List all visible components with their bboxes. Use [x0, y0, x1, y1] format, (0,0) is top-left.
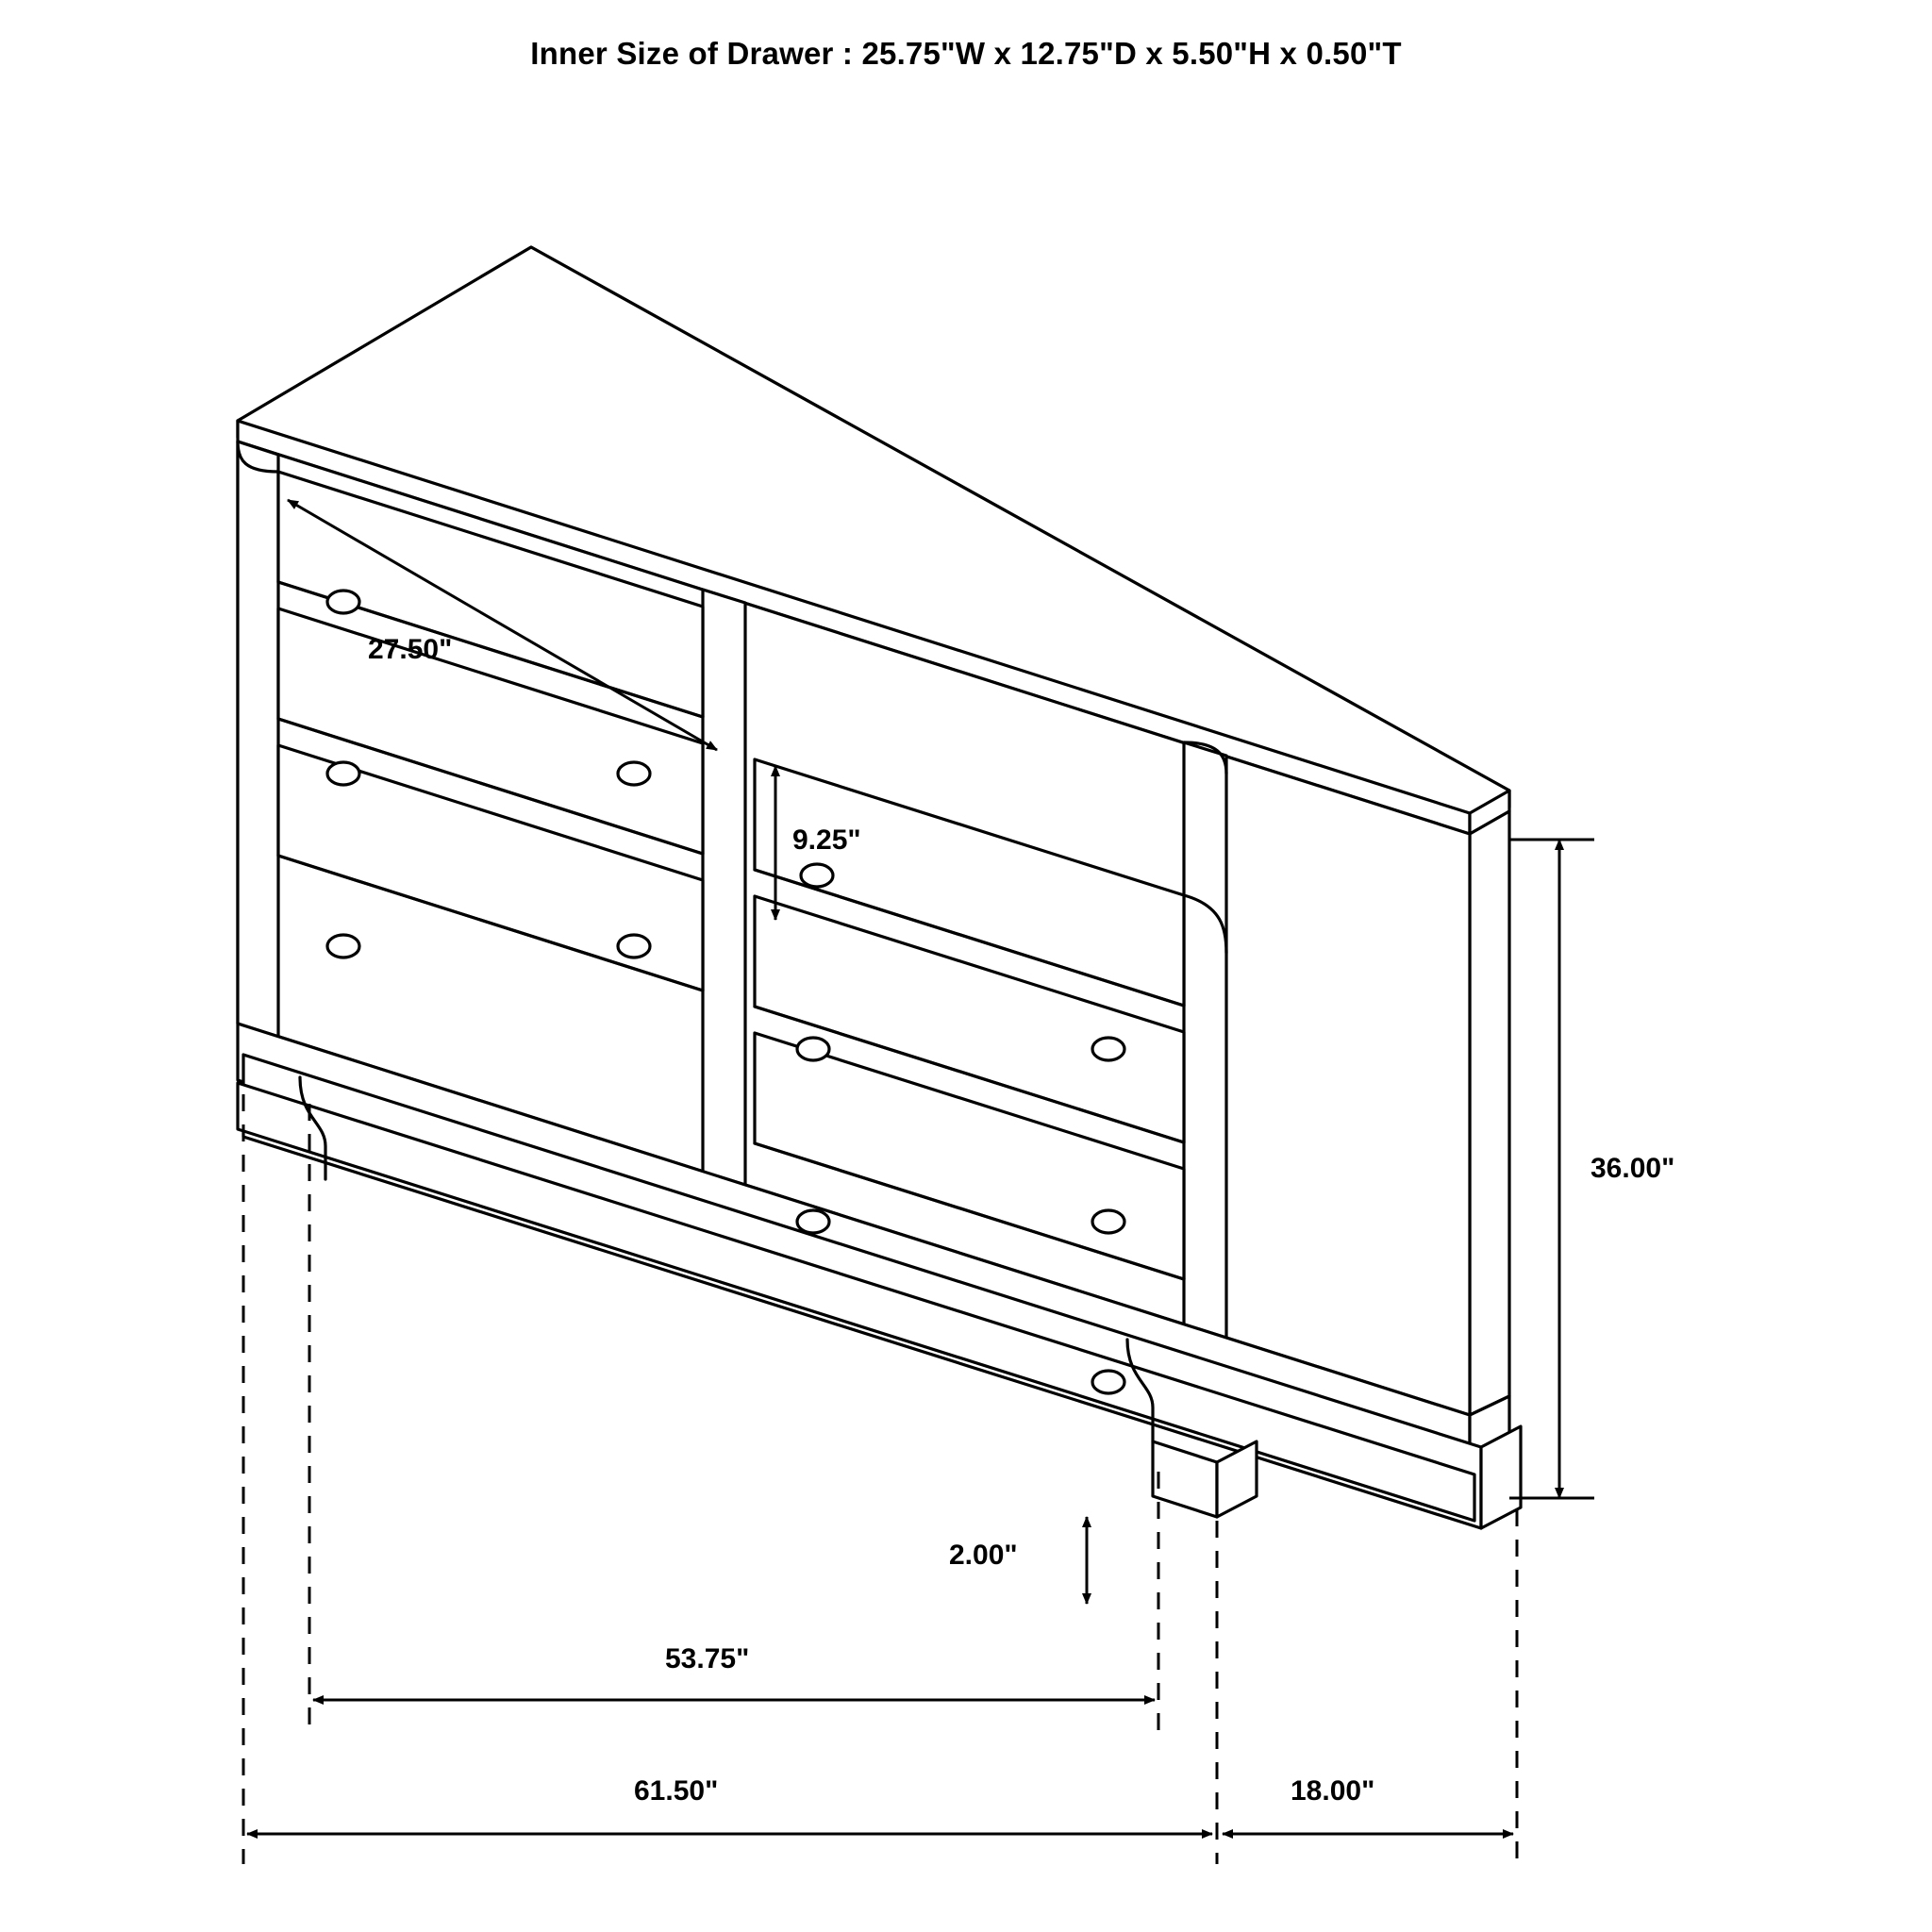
dim-label-leg-height: 2.00"	[949, 1540, 1018, 1571]
drawer-pull	[1092, 1210, 1124, 1233]
center-divider	[703, 590, 745, 1185]
drawer-pull	[797, 1038, 829, 1060]
page-title: Inner Size of Drawer : 25.75"W x 12.75"D x 5.50"H x 0.50"T	[530, 36, 1402, 71]
drawer-pull	[801, 864, 833, 887]
drawer-pull	[618, 762, 650, 785]
drawer-pull	[1092, 1038, 1124, 1060]
drawer-pull	[618, 935, 650, 958]
drawer-pull	[1092, 1371, 1124, 1393]
drawer-pull	[327, 935, 359, 958]
dim-label-overall-width: 61.50"	[634, 1775, 719, 1807]
dim-label-depth: 18.00"	[1291, 1775, 1375, 1807]
right-stile	[1184, 742, 1226, 1338]
drawer-pull	[327, 762, 359, 785]
dim-label-drawer-face-height: 9.25"	[792, 824, 861, 856]
dim-label-overall-height: 36.00"	[1591, 1153, 1675, 1184]
drawer-pull	[797, 1210, 829, 1233]
dim-label-front-width: 53.75"	[665, 1643, 750, 1674]
drawer-pull	[327, 591, 359, 613]
dim-label-drawer-width: 27.50"	[368, 634, 453, 665]
left-stile	[238, 441, 278, 1037]
right-side-panel	[1470, 811, 1509, 1415]
